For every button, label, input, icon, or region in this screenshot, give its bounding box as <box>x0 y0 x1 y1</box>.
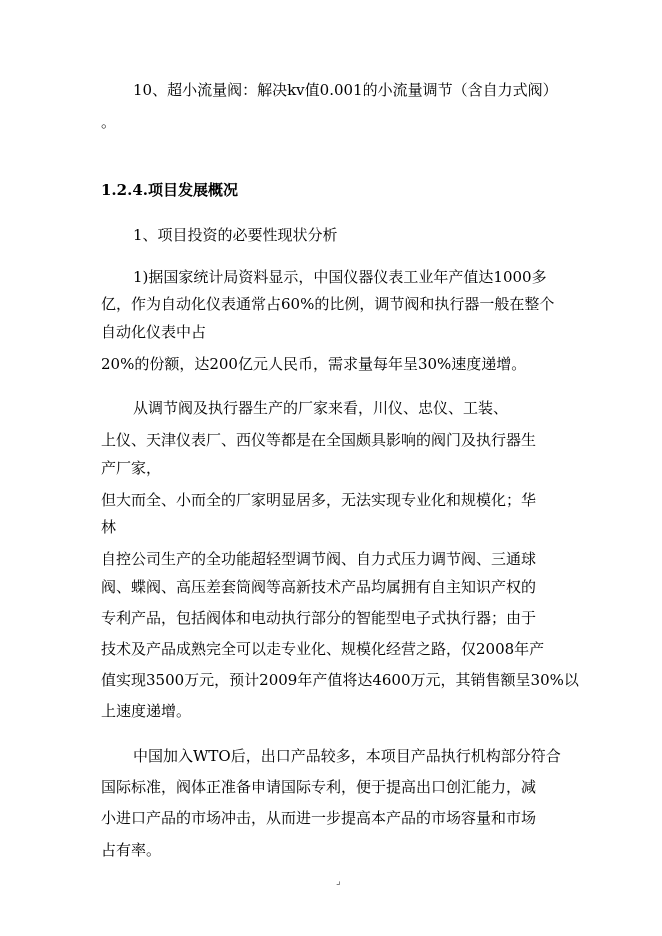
paragraph-2-line-3: 产厂家， <box>101 459 162 477</box>
subsection-title: 1、项目投资的必要性现状分析 <box>133 226 338 244</box>
paragraph-2-line-2: 上仪、天津仪表厂、西仪等都是在全国颇具影响的阀门及执行器生 <box>101 431 537 449</box>
section-heading: 1.2.4.项目发展概况 <box>101 181 238 199</box>
paragraph-1-line-3: 自动化仪表中占 <box>101 323 207 341</box>
paragraph-2-line-10: 值实现3500万元，预计2009年产值将达4600万元，其销售额呈30%以 <box>101 671 579 689</box>
paragraph-2-line-7: 阀、蝶阀、高压差套筒阀等高新技术产品均属拥有自主知识产权的 <box>101 578 537 596</box>
paragraph-1-line-1: 1)据国家统计局资料显示，中国仪器仪表工业年产值达1000多 <box>133 268 547 286</box>
paragraph-2-line-11: 上速度递增。 <box>101 702 192 720</box>
paragraph-1-line-2: 亿，作为自动化仪表通常占60%的比例，调节阀和执行器一般在整个 <box>101 295 555 313</box>
paragraph-1-line-4: 20%的份额，达200亿元人民币，需求量每年呈30%速度递增。 <box>101 355 527 373</box>
item-10-line: 10、超小流量阀：解决kv值0.001的小流量调节（含自力式阀） <box>133 81 558 99</box>
paragraph-2-line-8: 专利产品，包括阀体和电动执行部分的智能型电子式执行器；由于 <box>101 609 537 627</box>
paragraph-2-line-1: 从调节阀及执行器生产的厂家来看，川仪、忠仪、工装、 <box>133 399 509 417</box>
item-10-continuation: 。 <box>101 113 117 131</box>
paragraph-2-line-4: 但大而全、小而全的厂家明显居多，无法实现专业化和规模化；华 <box>101 491 537 509</box>
paragraph-2-line-5: 林 <box>101 518 117 536</box>
paragraph-3-line-1: 中国加入WTO后，出口产品较多，本项目产品执行机构部分符合 <box>133 747 561 765</box>
page-end-mark: ⌟ <box>336 876 341 887</box>
paragraph-3-line-2: 国际标准，阀体正准备申请国际专利，便于提高出口创汇能力，减 <box>101 778 537 796</box>
paragraph-3-line-3: 小进口产品的市场冲击，从而进一步提高本产品的市场容量和市场 <box>101 809 537 827</box>
paragraph-2-line-6: 自控公司生产的全功能超轻型调节阀、自力式压力调节阀、三通球 <box>101 550 537 568</box>
paragraph-3-line-4: 占有率。 <box>101 841 162 859</box>
paragraph-2-line-9: 技术及产品成熟完全可以走专业化、规模化经营之路，仅2008年产 <box>101 640 545 658</box>
